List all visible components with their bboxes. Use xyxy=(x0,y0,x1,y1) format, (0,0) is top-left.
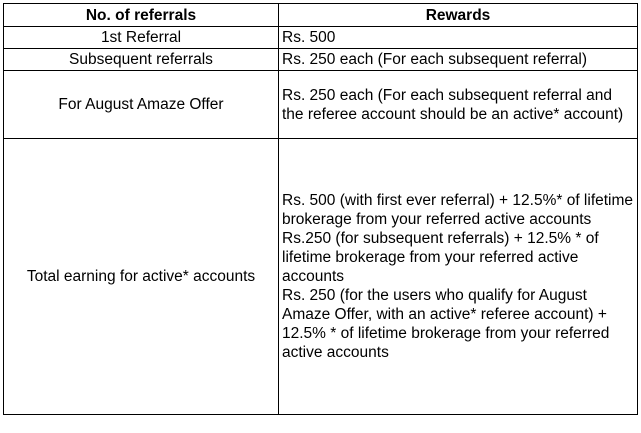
reward-cell xyxy=(279,139,638,415)
referral-cell: 1st Referral xyxy=(4,27,279,49)
table-row xyxy=(4,71,638,139)
header-no-of-referrals: No. of referrals xyxy=(4,4,279,27)
reward-text: Rs. 250 (for the users who qualify for August Amaze Offer, with an active* referee account) + 12.5% * of lifetime brokerage from your referred active accounts xyxy=(282,287,610,361)
header-rewards: Rewards xyxy=(279,4,638,27)
header-row xyxy=(4,4,638,27)
referral-cell: Subsequent referrals xyxy=(4,49,279,71)
reward-text: Rs. 500 xyxy=(282,29,336,46)
reward-cell xyxy=(279,71,638,139)
reward-text: Rs. 250 each (For each subsequent referral) xyxy=(282,51,587,68)
referral-cell: Total earning for active* accounts xyxy=(4,139,279,415)
table-header xyxy=(4,4,638,27)
referral-rewards-table xyxy=(3,3,638,415)
table-body xyxy=(4,27,638,415)
table-row xyxy=(4,49,638,71)
reward-text: Rs. 500 (with first ever referral) + 12.5%* of lifetime brokerage from your referred active accounts xyxy=(282,192,634,228)
reward-cell xyxy=(279,27,638,49)
referral-cell: For August Amaze Offer xyxy=(4,71,279,139)
table-row xyxy=(4,139,638,415)
reward-cell xyxy=(279,49,638,71)
reward-text: Rs. 250 each (For each subsequent referral and the referee account should be an active* account) xyxy=(282,86,624,123)
table-row xyxy=(4,27,638,49)
reward-text: Rs.250 (for subsequent referrals) + 12.5% * of lifetime brokerage from your referred active accounts xyxy=(282,230,599,285)
